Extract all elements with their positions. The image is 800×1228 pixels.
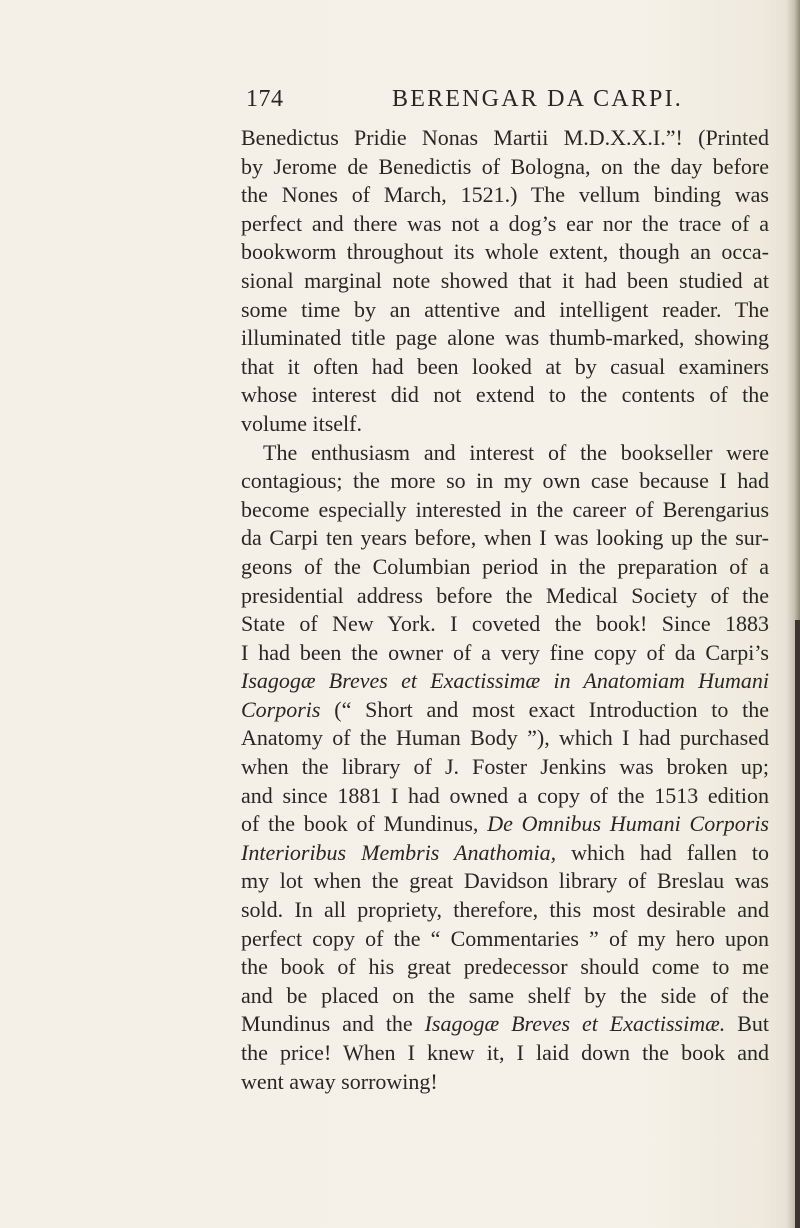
text-line: sold. In all propriety, therefore, this most desirable and xyxy=(241,897,769,923)
text-line-mixed xyxy=(241,696,769,725)
text-line: sional marginal note showed that it had been studied at xyxy=(241,267,769,293)
running-head: BERENGAR DA CARPI. xyxy=(392,86,683,112)
italic-title: Isagogæ Breves et Exactissimæ. xyxy=(424,1011,726,1037)
text-line: whose interest did not extend to the contents of the xyxy=(241,382,769,408)
text-line: the book of his great predecessor should come to me xyxy=(241,954,769,980)
text-line: and be placed on the same shelf by the side of the xyxy=(241,982,769,1008)
italic-title: Isagogæ Breves et Exactissimæ in Anatomiam Humani xyxy=(241,668,769,694)
text-segment: Mundinus and the xyxy=(241,1011,425,1037)
page-header xyxy=(0,86,800,116)
italic-title: De Omnibus Humani Corporis xyxy=(487,811,769,837)
italic-title: Corporis xyxy=(241,696,321,722)
text-line: some time by an attentive and intelligent reader. The xyxy=(241,296,769,322)
text-line: my lot when the great Davidson library of Breslau was xyxy=(241,868,769,894)
text-segment: (“ Short and most exact Introduction to the xyxy=(320,696,769,722)
text-line: when the library of J. Foster Jenkins was broken up; xyxy=(241,754,769,780)
text-segment: of the book of Mundinus, xyxy=(241,811,488,837)
text-line: become especially interested in the career of Berengarius xyxy=(241,496,769,522)
text-line: perfect and there was not a dog’s ear nor the trace of a xyxy=(241,210,769,236)
text-line-italic-title xyxy=(241,667,769,696)
text-line: and since 1881 I had owned a copy of the 1513 edition xyxy=(241,782,769,808)
text-line-mixed xyxy=(241,810,769,839)
paragraph-start-line: The enthusiasm and interest of the bookseller were xyxy=(263,439,769,465)
body-text xyxy=(241,124,769,1096)
text-line: bookworm throughout its whole extent, though an occa- xyxy=(241,239,769,265)
text-line: contagious; the more so in my own case because I had xyxy=(241,468,769,494)
text-line: da Carpi ten years before, when I was looking up the sur- xyxy=(241,525,769,551)
page-number: 174 xyxy=(246,86,284,112)
paragraph-end-line: went away sorrowing! xyxy=(241,1068,438,1094)
paragraph-end-line: volume itself. xyxy=(241,410,362,436)
text-segment: which had fallen to xyxy=(556,839,769,865)
text-line: presidential address before the Medical Society of the xyxy=(241,582,769,608)
page-edge-dark-strip xyxy=(795,620,800,1228)
text-line: I had been the owner of a very fine copy of da Carpi’s xyxy=(241,639,769,665)
text-line: State of New York. I coveted the book! Since 1883 xyxy=(241,611,769,637)
text-line: that it often had been looked at by casual examiners xyxy=(241,353,769,379)
text-line-mixed xyxy=(241,1010,769,1039)
text-line: geons of the Columbian period in the preparation of a xyxy=(241,553,769,579)
text-line: the price! When I knew it, I laid down the book and xyxy=(241,1040,769,1065)
text-line: by Jerome de Benedictis of Bologna, on the day before xyxy=(241,153,769,179)
text-line: Anatomy of the Human Body ”), which I had purchased xyxy=(241,725,769,751)
text-line: Benedictus Pridie Nonas Martii M.D.X.X.I.”! (Printed xyxy=(241,125,769,150)
text-line: perfect copy of the “ Commentaries ” of my hero upon xyxy=(241,925,769,951)
text-line: illuminated title page alone was thumb-marked, showing xyxy=(241,325,769,351)
text-segment: But xyxy=(725,1011,769,1037)
italic-title: Interioribus Membris Anathomia, xyxy=(241,839,557,865)
text-line: the Nones of March, 1521.) The vellum binding was xyxy=(241,182,769,208)
text-line-mixed xyxy=(241,839,769,868)
